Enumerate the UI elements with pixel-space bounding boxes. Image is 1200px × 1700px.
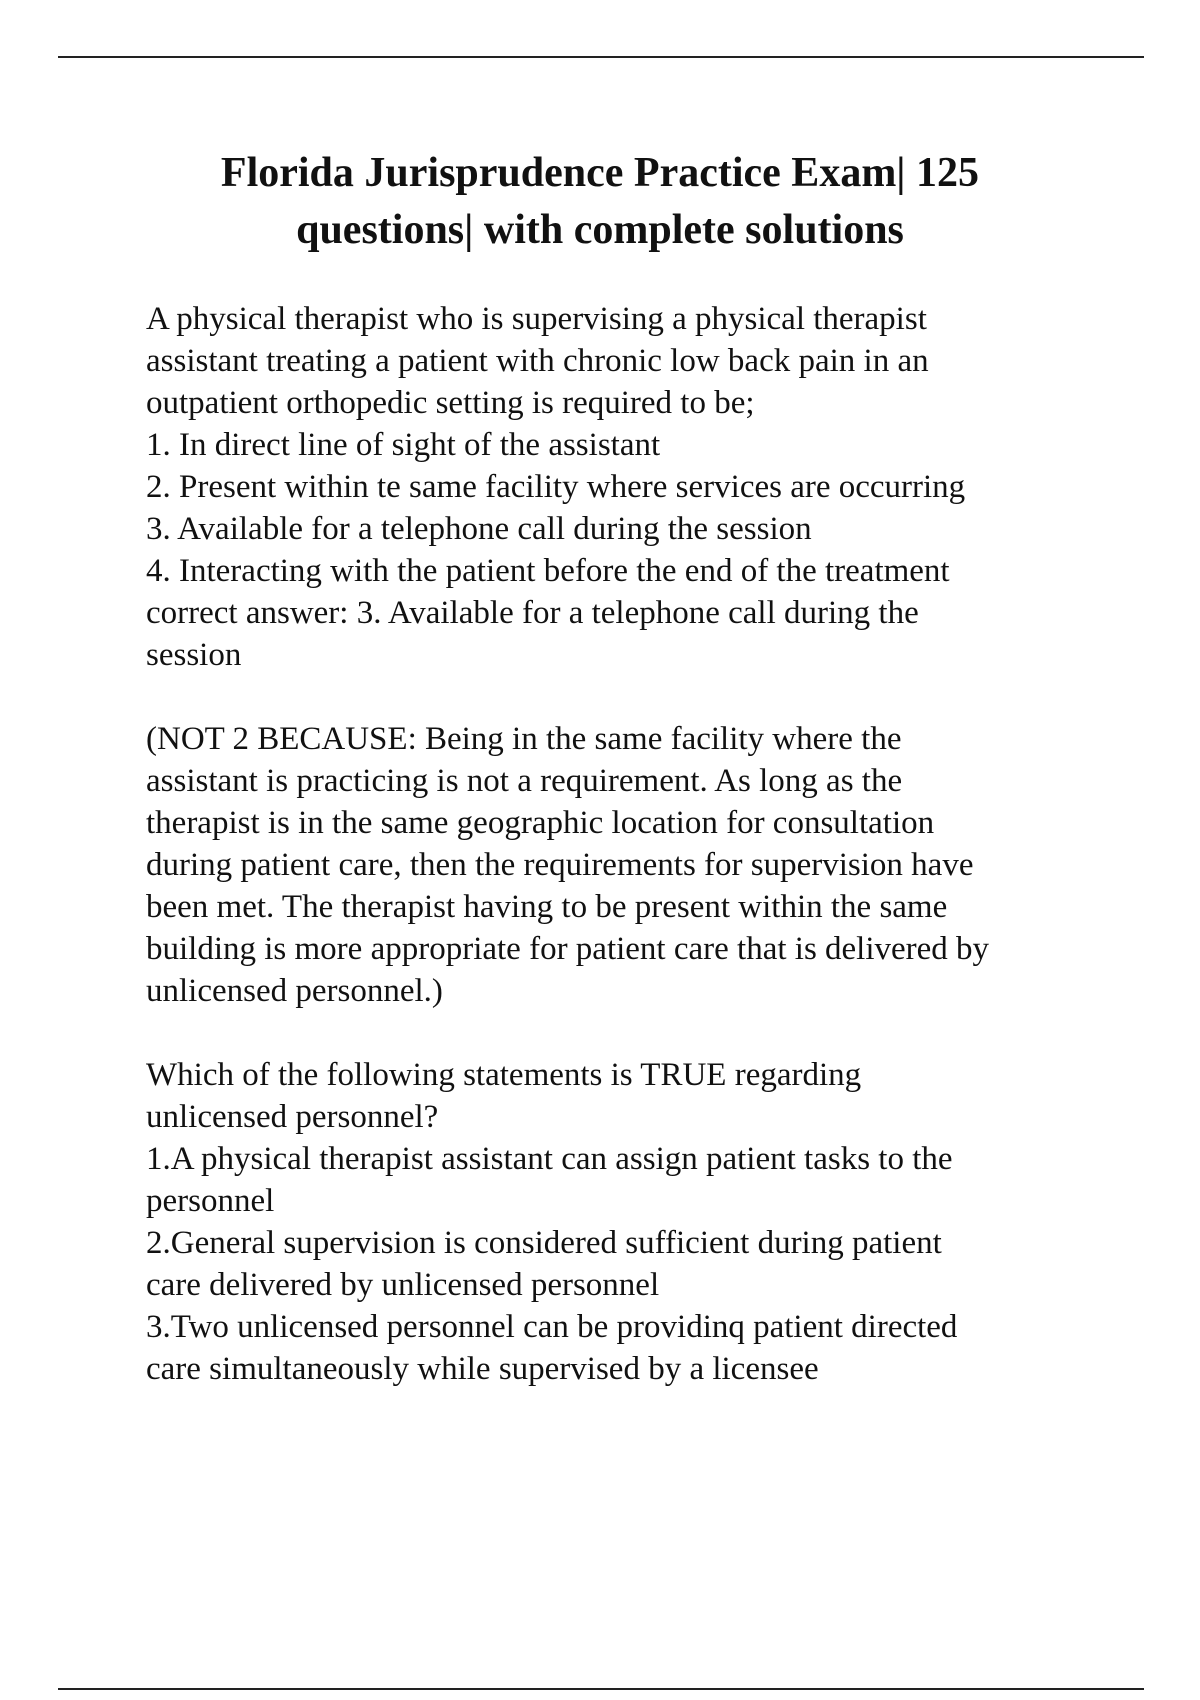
top-rule (58, 56, 1144, 58)
text-line: assistant is practicing is not a requirement. As long as the (146, 763, 903, 799)
paragraph-gap (146, 676, 1136, 718)
question-2-options (146, 1138, 1136, 1390)
option-item: 1. In direct line of sight of the assistant (146, 427, 661, 463)
option-item: personnel (146, 1183, 275, 1219)
text-line: assistant treating a patient with chronic low back pain in an (146, 343, 929, 379)
text-line: been met. The therapist having to be present within the same (146, 889, 948, 925)
option-item: 4. Interacting with the patient before the end of the treatment (146, 553, 950, 589)
document-body (146, 298, 1136, 1390)
option-item: 1.A physical therapist assistant can assign patient tasks to the (146, 1141, 953, 1177)
text-line: building is more appropriate for patient care that is delivered by (146, 931, 990, 967)
option-item: 3.Two unlicensed personnel can be providinq patient directed (146, 1309, 958, 1345)
text-line: (NOT 2 BECAUSE: Being in the same facility where the (146, 721, 902, 757)
text-line: unlicensed personnel? (146, 1099, 439, 1135)
title-line: Florida Jurisprudence Practice Exam| 125 (220, 150, 980, 196)
option-item: 2.General supervision is considered sufficient during patient (146, 1225, 942, 1261)
title-line: questions| with complete solutions (296, 207, 904, 253)
question-2-stem (146, 1054, 1136, 1138)
text-line: therapist is in the same geographic location for consultation (146, 805, 935, 841)
bottom-rule (58, 1688, 1144, 1690)
answer-line: correct answer: 3. Available for a telephone call during the (146, 595, 919, 631)
question-1-stem (146, 298, 1136, 424)
paragraph-gap (146, 1012, 1136, 1054)
explanation-paragraph (146, 718, 1136, 1012)
page-title (60, 145, 1140, 259)
text-line: outpatient orthopedic setting is required to be; (146, 385, 755, 421)
option-item: 3. Available for a telephone call during the session (146, 511, 812, 547)
question-2 (146, 1054, 1136, 1390)
option-item: care simultaneously while supervised by a licensee (146, 1351, 819, 1387)
answer-line: session (146, 637, 242, 673)
question-1-answer (146, 592, 1136, 676)
text-line: Which of the following statements is TRUE regarding (146, 1057, 862, 1093)
question-1 (146, 298, 1136, 676)
question-1-options (146, 424, 1136, 592)
text-line: unlicensed personnel.) (146, 973, 443, 1009)
option-item: 2. Present within te same facility where services are occurring (146, 469, 966, 505)
text-line: during patient care, then the requirements for supervision have (146, 847, 974, 883)
option-item: care delivered by unlicensed personnel (146, 1267, 660, 1303)
text-line: A physical therapist who is supervising a physical therapist (146, 301, 927, 337)
